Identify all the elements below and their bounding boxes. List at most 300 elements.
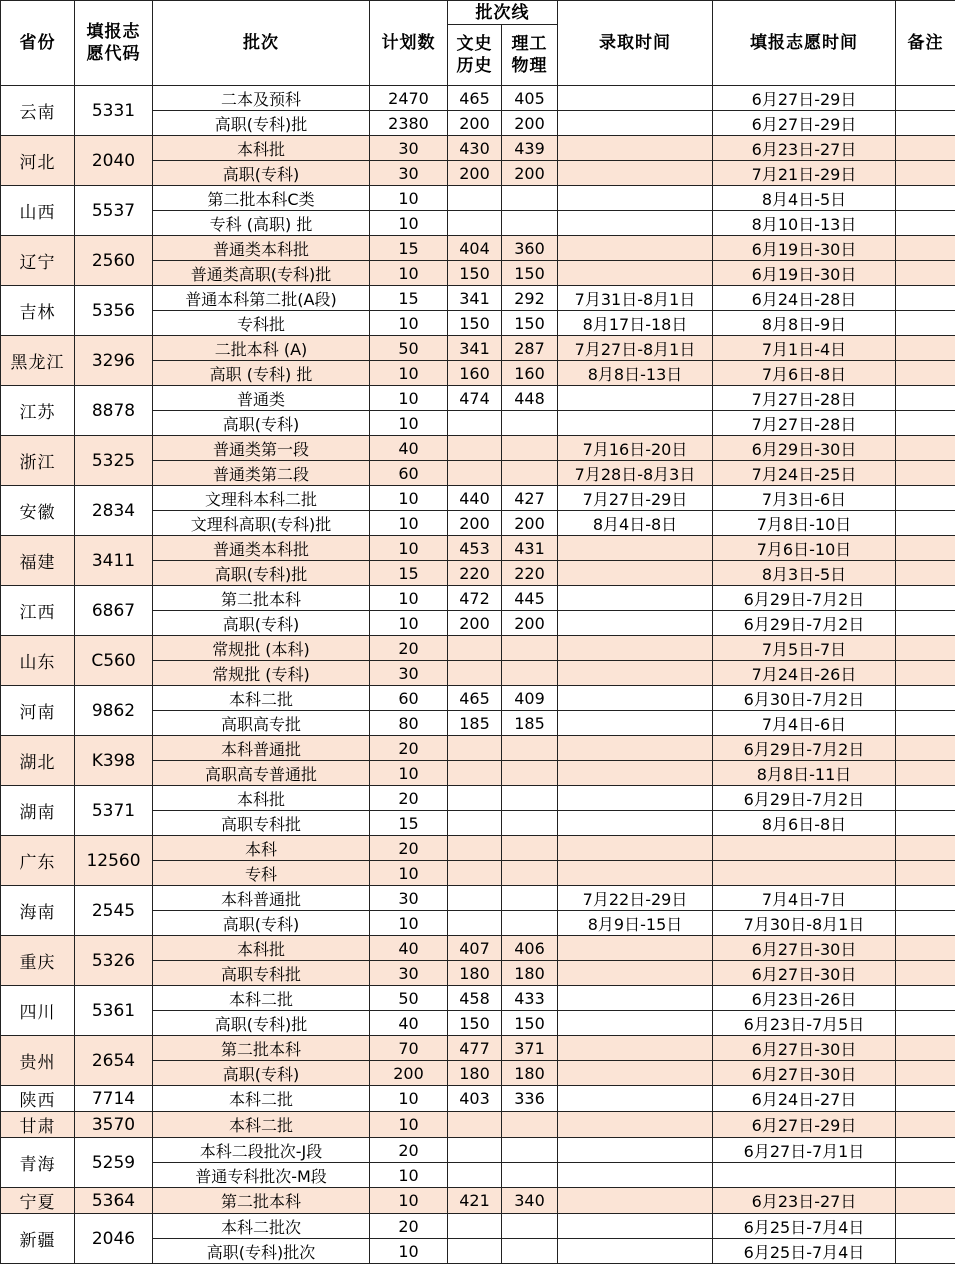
remark-cell [896,1239,955,1264]
liberal-cutoff-cell: 403 [448,1086,502,1112]
plan-cell: 10 [370,1112,448,1138]
liberal-cutoff-cell: 440 [448,486,502,511]
liberal-cutoff-cell: 220 [448,561,502,586]
plan-cell: 30 [370,961,448,986]
table-row [1,786,955,811]
batch-cell: 本科二批 [153,986,370,1011]
liberal-cutoff-cell: 430 [448,136,502,161]
fill-time-cell: 8月10日-13日 [713,211,896,236]
liberal-cutoff-cell: 180 [448,961,502,986]
remark-cell [896,336,955,361]
code-cell: 3411 [75,536,153,586]
code-cell: 5361 [75,986,153,1036]
science-cutoff-cell: 160 [502,361,558,386]
code-cell: 5537 [75,186,153,236]
remark-cell [896,586,955,611]
code-cell: 12560 [75,836,153,886]
fill-time-cell: 7月24日-26日 [713,661,896,686]
admit-time-cell: 7月16日-20日 [558,436,713,461]
plan-cell: 70 [370,1036,448,1061]
province-cell: 广东 [1,836,75,886]
fill-time-cell: 6月23日-27日 [713,1188,896,1214]
batch-cell: 普通类本科批 [153,536,370,561]
batch-cell: 高职(专科) [153,911,370,936]
admit-time-cell: 8月17日-18日 [558,311,713,336]
code-cell: 3296 [75,336,153,386]
science-cutoff-cell [502,911,558,936]
code-cell: 5356 [75,286,153,336]
liberal-cutoff-cell: 180 [448,1061,502,1086]
science-cutoff-cell: 371 [502,1036,558,1061]
remark-cell [896,411,955,436]
code-cell: 2654 [75,1036,153,1086]
science-cutoff-cell: 360 [502,236,558,261]
admit-time-cell: 8月9日-15日 [558,911,713,936]
province-cell: 江西 [1,586,75,636]
plan-cell: 10 [370,1239,448,1264]
remark-cell [896,936,955,961]
remark-cell [896,86,955,111]
header-science: 理工物理 [502,25,558,86]
admit-time-cell: 8月4日-8日 [558,511,713,536]
header-code: 填报志愿代码 [75,1,153,86]
science-cutoff-cell: 180 [502,961,558,986]
header-batch: 批次 [153,1,370,86]
table-row [1,336,955,361]
batch-cell: 普通类本科批 [153,236,370,261]
province-cell: 辽宁 [1,236,75,286]
liberal-cutoff-cell: 407 [448,936,502,961]
fill-time-cell: 6月27日-30日 [713,1036,896,1061]
liberal-cutoff-cell [448,211,502,236]
plan-cell: 20 [370,836,448,861]
admit-time-cell [558,186,713,211]
plan-cell: 10 [370,586,448,611]
science-cutoff-cell: 405 [502,86,558,111]
batch-cell: 常规批 (本科) [153,636,370,661]
batch-cell: 高职高专普通批 [153,761,370,786]
remark-cell [896,561,955,586]
admit-time-cell: 7月28日-8月3日 [558,461,713,486]
batch-cell: 高职专科批 [153,811,370,836]
province-cell: 海南 [1,886,75,936]
province-cell: 贵州 [1,1036,75,1086]
admit-time-cell [558,961,713,986]
fill-time-cell: 6月27日-29日 [713,1112,896,1138]
science-cutoff-cell [502,411,558,436]
batch-cell: 高职高专批 [153,711,370,736]
code-cell: 5364 [75,1188,153,1214]
liberal-cutoff-cell: 472 [448,586,502,611]
code-cell: 5326 [75,936,153,986]
fill-time-cell: 6月27日-29日 [713,111,896,136]
remark-cell [896,986,955,1011]
liberal-cutoff-cell [448,861,502,886]
admit-time-cell [558,586,713,611]
plan-cell: 20 [370,1214,448,1239]
batch-cell: 普通专科批次-M段 [153,1163,370,1188]
remark-cell [896,386,955,411]
fill-time-cell [713,836,896,861]
admit-time-cell [558,1163,713,1188]
batch-cell: 普通类 [153,386,370,411]
liberal-cutoff-cell [448,811,502,836]
admit-time-cell [558,561,713,586]
table-row [1,286,955,311]
remark-cell [896,811,955,836]
batch-cell: 本科批 [153,786,370,811]
batch-cell: 高职(专科) [153,161,370,186]
science-cutoff-cell: 448 [502,386,558,411]
science-cutoff-cell [502,1163,558,1188]
plan-cell: 2380 [370,111,448,136]
batch-cell: 高职(专科)批次 [153,1239,370,1264]
science-cutoff-cell [502,436,558,461]
code-cell: 5325 [75,436,153,486]
table-row [1,1036,955,1061]
batch-cell: 普通本科第二批(A段) [153,286,370,311]
plan-cell: 40 [370,1011,448,1036]
plan-cell: 10 [370,1086,448,1112]
batch-cell: 本科普通批 [153,736,370,761]
remark-cell [896,761,955,786]
admit-time-cell [558,786,713,811]
science-cutoff-cell: 220 [502,561,558,586]
table-row [1,486,955,511]
liberal-cutoff-cell [448,661,502,686]
liberal-cutoff-cell [448,1138,502,1163]
liberal-cutoff-cell: 200 [448,161,502,186]
liberal-cutoff-cell [448,186,502,211]
code-cell: K398 [75,736,153,786]
liberal-cutoff-cell: 200 [448,111,502,136]
province-cell: 河南 [1,686,75,736]
liberal-cutoff-cell: 200 [448,511,502,536]
remark-cell [896,911,955,936]
plan-cell: 10 [370,361,448,386]
science-cutoff-cell: 445 [502,586,558,611]
science-cutoff-cell [502,1138,558,1163]
remark-cell [896,786,955,811]
science-cutoff-cell [502,186,558,211]
batch-cell: 高职(专科)批 [153,561,370,586]
liberal-cutoff-cell [448,1163,502,1188]
remark-cell [896,1061,955,1086]
fill-time-cell: 7月27日-28日 [713,411,896,436]
science-cutoff-cell [502,1214,558,1239]
plan-cell: 10 [370,511,448,536]
remark-cell [896,536,955,561]
fill-time-cell: 6月27日-29日 [713,86,896,111]
science-cutoff-cell: 431 [502,536,558,561]
plan-cell: 50 [370,336,448,361]
batch-cell: 第二批本科 [153,586,370,611]
plan-cell: 10 [370,311,448,336]
remark-cell [896,461,955,486]
table-row [1,636,955,661]
admit-time-cell: 7月31日-8月1日 [558,286,713,311]
remark-cell [896,111,955,136]
science-cutoff-cell: 150 [502,261,558,286]
remark-cell [896,161,955,186]
table-body [1,86,955,1264]
table-row [1,986,955,1011]
batch-cell: 高职(专科)批 [153,1011,370,1036]
plan-cell: 60 [370,686,448,711]
fill-time-cell: 6月29日-7月2日 [713,611,896,636]
province-cell: 山东 [1,636,75,686]
liberal-cutoff-cell [448,1239,502,1264]
table-row [1,736,955,761]
fill-time-cell: 6月19日-30日 [713,261,896,286]
admit-time-cell [558,811,713,836]
batch-cell: 第二批本科 [153,1036,370,1061]
fill-time-cell: 7月1日-4日 [713,336,896,361]
table-row [1,1138,955,1163]
code-cell: 7714 [75,1086,153,1112]
header-admit-time: 录取时间 [558,1,713,86]
batch-cell: 普通类第一段 [153,436,370,461]
batch-cell: 高职(专科)批 [153,111,370,136]
liberal-cutoff-cell [448,636,502,661]
liberal-cutoff-cell: 477 [448,1036,502,1061]
admit-time-cell [558,536,713,561]
batch-cell: 二本及预科 [153,86,370,111]
remark-cell [896,711,955,736]
fill-time-cell: 7月27日-28日 [713,386,896,411]
batch-cell: 本科二批 [153,1086,370,1112]
admit-time-cell [558,86,713,111]
plan-cell: 50 [370,986,448,1011]
plan-cell: 20 [370,1138,448,1163]
fill-time-cell: 6月23日-7月5日 [713,1011,896,1036]
code-cell: 2545 [75,886,153,936]
remark-cell [896,736,955,761]
remark-cell [896,861,955,886]
batch-cell: 高职(专科) [153,411,370,436]
plan-cell: 30 [370,161,448,186]
admit-time-cell [558,1036,713,1061]
admit-time-cell [558,161,713,186]
plan-cell: 200 [370,1061,448,1086]
fill-time-cell: 8月6日-8日 [713,811,896,836]
admit-time-cell [558,1112,713,1138]
liberal-cutoff-cell: 421 [448,1188,502,1214]
science-cutoff-cell [502,636,558,661]
code-cell: 3570 [75,1112,153,1138]
plan-cell: 40 [370,936,448,961]
remark-cell [896,1163,955,1188]
batch-cell: 本科批 [153,936,370,961]
plan-cell: 20 [370,786,448,811]
table-row [1,1112,955,1138]
liberal-cutoff-cell: 150 [448,1011,502,1036]
liberal-cutoff-cell: 465 [448,86,502,111]
table-row [1,386,955,411]
batch-cell: 高职 (专科) 批 [153,361,370,386]
remark-cell [896,836,955,861]
remark-cell [896,486,955,511]
code-cell: 6867 [75,586,153,636]
liberal-cutoff-cell [448,761,502,786]
fill-time-cell: 6月29日-30日 [713,436,896,461]
batch-cell: 二批本科 (A) [153,336,370,361]
remark-cell [896,211,955,236]
admit-time-cell [558,636,713,661]
fill-time-cell: 7月5日-7日 [713,636,896,661]
remark-cell [896,136,955,161]
liberal-cutoff-cell: 150 [448,261,502,286]
plan-cell: 10 [370,211,448,236]
admit-time-cell [558,986,713,1011]
table-row [1,236,955,261]
batch-cell: 本科二批 [153,1112,370,1138]
province-cell: 青海 [1,1138,75,1188]
science-cutoff-cell [502,886,558,911]
province-cell: 浙江 [1,436,75,486]
fill-time-cell: 7月30日-8月1日 [713,911,896,936]
batch-cell: 普通类第二段 [153,461,370,486]
liberal-cutoff-cell: 150 [448,311,502,336]
plan-cell: 20 [370,636,448,661]
liberal-cutoff-cell [448,436,502,461]
fill-time-cell: 6月29日-7月2日 [713,786,896,811]
fill-time-cell: 7月24日-25日 [713,461,896,486]
remark-cell [896,361,955,386]
admit-time-cell [558,211,713,236]
plan-cell: 10 [370,411,448,436]
province-cell: 宁夏 [1,1188,75,1214]
admit-time-cell: 8月8日-13日 [558,361,713,386]
science-cutoff-cell: 185 [502,711,558,736]
admit-time-cell [558,136,713,161]
liberal-cutoff-cell: 458 [448,986,502,1011]
province-cell: 安徽 [1,486,75,536]
batch-cell: 普通类高职(专科)批 [153,261,370,286]
fill-time-cell: 6月25日-7月4日 [713,1214,896,1239]
plan-cell: 30 [370,136,448,161]
fill-time-cell: 7月21日-29日 [713,161,896,186]
province-cell: 云南 [1,86,75,136]
table-row [1,586,955,611]
province-cell: 四川 [1,986,75,1036]
remark-cell [896,311,955,336]
province-cell: 重庆 [1,936,75,986]
plan-cell: 10 [370,486,448,511]
fill-time-cell: 6月27日-30日 [713,961,896,986]
remark-cell [896,511,955,536]
science-cutoff-cell [502,761,558,786]
admit-time-cell [558,1239,713,1264]
remark-cell [896,686,955,711]
liberal-cutoff-cell [448,911,502,936]
code-cell: 5371 [75,786,153,836]
science-cutoff-cell: 433 [502,986,558,1011]
admit-time-cell: 7月27日-29日 [558,486,713,511]
header-liberal: 文史历史 [448,25,502,86]
fill-time-cell: 7月4日-6日 [713,711,896,736]
liberal-cutoff-cell: 200 [448,611,502,636]
science-cutoff-cell: 336 [502,1086,558,1112]
fill-time-cell: 6月30日-7月2日 [713,686,896,711]
science-cutoff-cell: 200 [502,511,558,536]
remark-cell [896,1188,955,1214]
table-row [1,886,955,911]
liberal-cutoff-cell: 404 [448,236,502,261]
province-cell: 甘肃 [1,1112,75,1138]
table-row [1,86,955,111]
fill-time-cell: 8月3日-5日 [713,561,896,586]
remark-cell [896,1214,955,1239]
fill-time-cell: 7月8日-10日 [713,511,896,536]
science-cutoff-cell: 409 [502,686,558,711]
liberal-cutoff-cell [448,736,502,761]
province-cell: 河北 [1,136,75,186]
remark-cell [896,1086,955,1112]
plan-cell: 15 [370,561,448,586]
science-cutoff-cell: 150 [502,1011,558,1036]
batch-cell: 本科普通批 [153,886,370,911]
batch-cell: 文理科本科二批 [153,486,370,511]
remark-cell [896,1011,955,1036]
code-cell: 2046 [75,1214,153,1264]
admit-time-cell [558,1011,713,1036]
plan-cell: 10 [370,911,448,936]
plan-cell: 60 [370,461,448,486]
liberal-cutoff-cell: 474 [448,386,502,411]
plan-cell: 15 [370,811,448,836]
remark-cell [896,436,955,461]
plan-cell: 15 [370,286,448,311]
batch-cell: 本科二段批次-J段 [153,1138,370,1163]
science-cutoff-cell: 292 [502,286,558,311]
header-remark: 备注 [896,1,955,86]
province-cell: 黑龙江 [1,336,75,386]
fill-time-cell: 6月29日-7月2日 [713,586,896,611]
plan-cell: 10 [370,261,448,286]
liberal-cutoff-cell [448,786,502,811]
remark-cell [896,236,955,261]
table-header [1,1,955,86]
admit-time-cell [558,611,713,636]
science-cutoff-cell: 200 [502,611,558,636]
admit-time-cell: 7月22日-29日 [558,886,713,911]
plan-cell: 10 [370,861,448,886]
liberal-cutoff-cell [448,1214,502,1239]
science-cutoff-cell: 150 [502,311,558,336]
fill-time-cell: 6月19日-30日 [713,236,896,261]
admit-time-cell [558,936,713,961]
science-cutoff-cell: 180 [502,1061,558,1086]
admit-time-cell [558,686,713,711]
table-row [1,436,955,461]
plan-cell: 10 [370,186,448,211]
science-cutoff-cell: 439 [502,136,558,161]
province-cell: 山西 [1,186,75,236]
liberal-cutoff-cell: 185 [448,711,502,736]
province-cell: 湖北 [1,736,75,786]
admit-time-cell [558,711,713,736]
batch-cell: 高职专科批 [153,961,370,986]
plan-cell: 30 [370,661,448,686]
table-row [1,186,955,211]
liberal-cutoff-cell: 341 [448,336,502,361]
fill-time-cell [713,1163,896,1188]
science-cutoff-cell: 200 [502,111,558,136]
plan-cell: 10 [370,1188,448,1214]
science-cutoff-cell: 287 [502,336,558,361]
liberal-cutoff-cell: 341 [448,286,502,311]
